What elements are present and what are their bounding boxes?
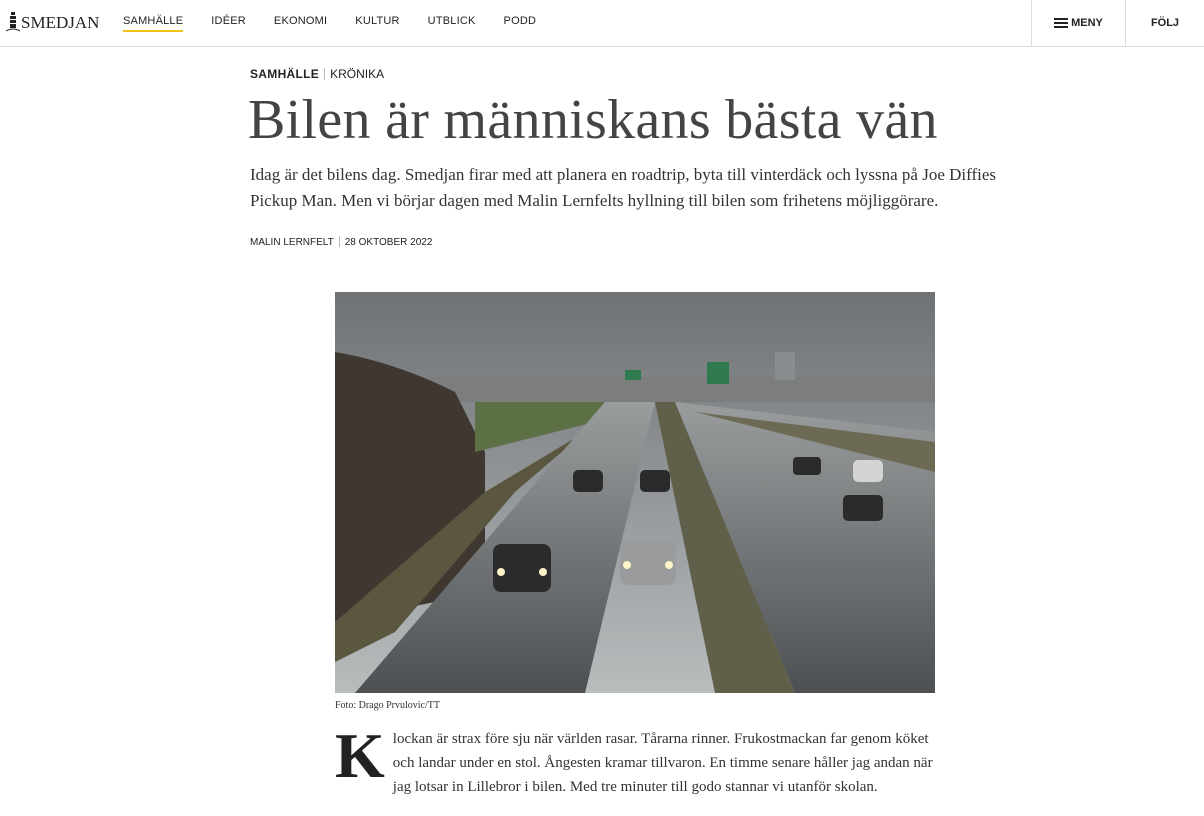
divider [339, 236, 340, 247]
kicker [250, 67, 384, 81]
nav-ideer[interactable]: IDÉER [211, 15, 246, 27]
article-title: Bilen är människans bästa vän [248, 89, 938, 151]
category-label: KRÖNIKA [330, 67, 385, 81]
publish-date: 28 OKTOBER 2022 [344, 237, 433, 248]
nav-podd[interactable]: PODD [503, 15, 537, 27]
nav-samhalle[interactable]: SAMHÄLLE [123, 15, 184, 27]
nav-kultur[interactable]: KULTUR [355, 15, 400, 27]
body-paragraph: lockan är strax före sju när världen rasar. Tårarna rinner. Frukostmackan far genom köket och landar under en stol. Ångesten kramar tillvaron. En timme senare håller jag andan när jag lotsar in Lillebror i bilen. Med tre minuter till godo stannar vi utanför skolan. [392, 731, 933, 795]
photo-credit: Foto: Drago Prvulovic/TT [335, 700, 440, 711]
logo[interactable] [6, 11, 99, 33]
follow-label: FÖLJ [1150, 17, 1180, 29]
byline [250, 236, 432, 248]
section-link[interactable]: SAMHÄLLE [250, 67, 320, 81]
drop-cap: K [335, 720, 385, 791]
nav-ekonomi[interactable]: EKONOMI [273, 15, 328, 27]
logo-text: SMEDJAN [21, 13, 100, 32]
author-link[interactable]: MALIN LERNFELT [250, 237, 334, 248]
divider [324, 68, 325, 80]
follow-button[interactable] [1125, 0, 1204, 46]
hamburger-icon [1054, 17, 1068, 29]
menu-label: MENY [1071, 17, 1103, 29]
nav-utblick[interactable]: UTBLICK [427, 15, 476, 27]
main-nav [123, 15, 564, 27]
article-photo [335, 292, 935, 693]
lighthouse-icon [6, 11, 20, 33]
article-body [335, 720, 940, 799]
article-lead: Idag är det bilens dag. Smedjan firar med att planera en roadtrip, byta till vinterdäck och lyssna på Joe Diffies Pickup Man. Men vi börjar dagen med Malin Lernfelts hyllning till bilen som frihetens möjliggörare. [250, 165, 997, 210]
menu-button[interactable] [1031, 0, 1125, 46]
top-bar [0, 0, 1204, 47]
